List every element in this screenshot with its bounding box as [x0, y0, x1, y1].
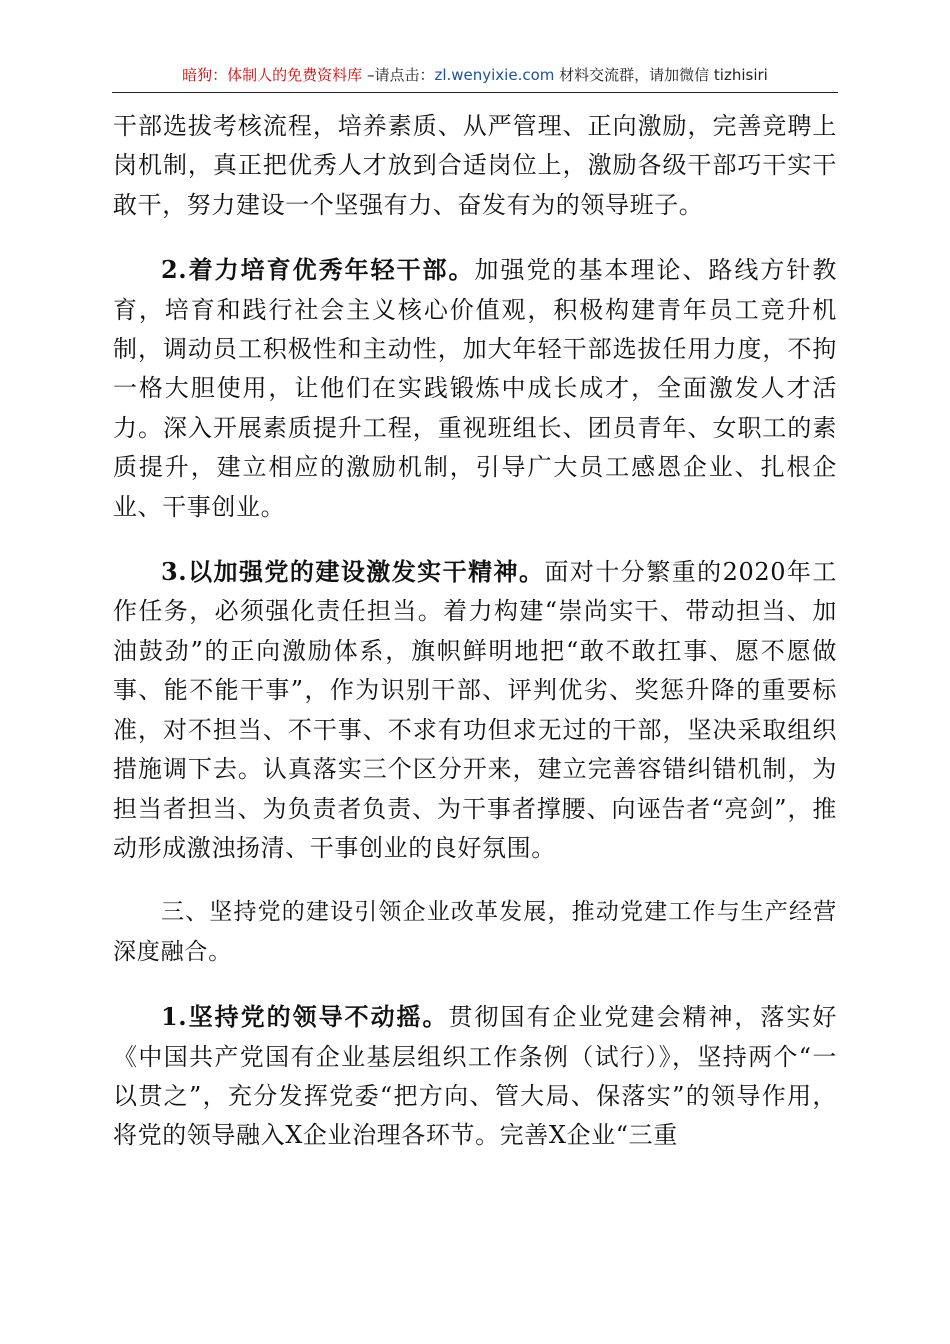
document-body — [113, 107, 837, 1156]
page-header — [112, 62, 838, 93]
header-site-label: 暗狗：体制人的免费资料库 — [182, 66, 363, 84]
paragraph-continuation — [113, 107, 837, 225]
paragraph-heading: 2.着力培育优秀年轻干部。 — [161, 255, 475, 285]
header-click-prompt: –请点击： — [362, 66, 435, 84]
paragraph-heading: 1.坚持党的领导不动摇。 — [161, 1002, 449, 1032]
paragraph-body: 面对十分繁重的2020年工作任务，必须强化责任担当。着力构建“崇尚实干、带动担当、加油鼓劲”的正向激励体系，旗帜鲜明地把“敢不敢扛事、愿不愿做事、能不能干事”，作为识别干部、评判优劣、奖惩升降的重要标准，对不担当、不干事、不求有功但求无过的干部，坚决采取组织措施调下去。认真落实三个区分开来，建立完善容错纠错机制，为担当者担当、为负责者负责、为干事者撑腰、向诬告者“亮剑”，推动形成激浊扬清、干事创业的良好氛围。 — [113, 558, 837, 862]
section-heading-text: 三、坚持党的建设引领企业改革发展，推动党建工作与生产经营深度融合。 — [113, 899, 837, 965]
section-heading-three — [113, 893, 837, 972]
paragraph-heading: 3.以加强党的建设激发实干精神。 — [161, 557, 545, 587]
paragraph-body: 加强党的基本理论、路线方针教育，培育和践行社会主义核心价值观，积极构建青年员工竞升机制，调动员工积极性和主动性，加大年轻干部选拔任用力度，不拘一格大胆使用，让他们在实践锻炼中成长成才，全面激发人才活力。深入开展素质提升工程，重视班组长、团员青年、女职工的素质提升，建立相应的激励机制，引导广大员工感恩企业、扎根企业、干事创业。 — [113, 256, 837, 521]
paragraph-body: 干部选拔考核流程，培养素质、从严管理、正向激励，完善竞聘上岗机制，真正把优秀人才放到合适岗位上，激励各级干部巧干实干敢干，努力建设一个坚强有力、奋发有为的领导班子。 — [113, 112, 837, 219]
header-site-link[interactable]: zl.wenyixie.com — [434, 66, 555, 84]
paragraph-practical-spirit — [113, 552, 837, 868]
header-contact-text: 材料交流群，请加微信 tizhisiri — [554, 66, 768, 84]
paragraph-body: 贯彻国有企业党建会精神，落实好《中国共产党国有企业基层组织工作条例（试行）》，坚持两个“一以贯之”，充分发挥党委“把方向、管大局、保落实”的领导作用，将党的领导融入X企业治理各环节。完善X企业“三重 — [113, 1003, 837, 1150]
paragraph-young-cadres — [113, 250, 837, 527]
paragraph-party-leadership — [113, 997, 837, 1156]
